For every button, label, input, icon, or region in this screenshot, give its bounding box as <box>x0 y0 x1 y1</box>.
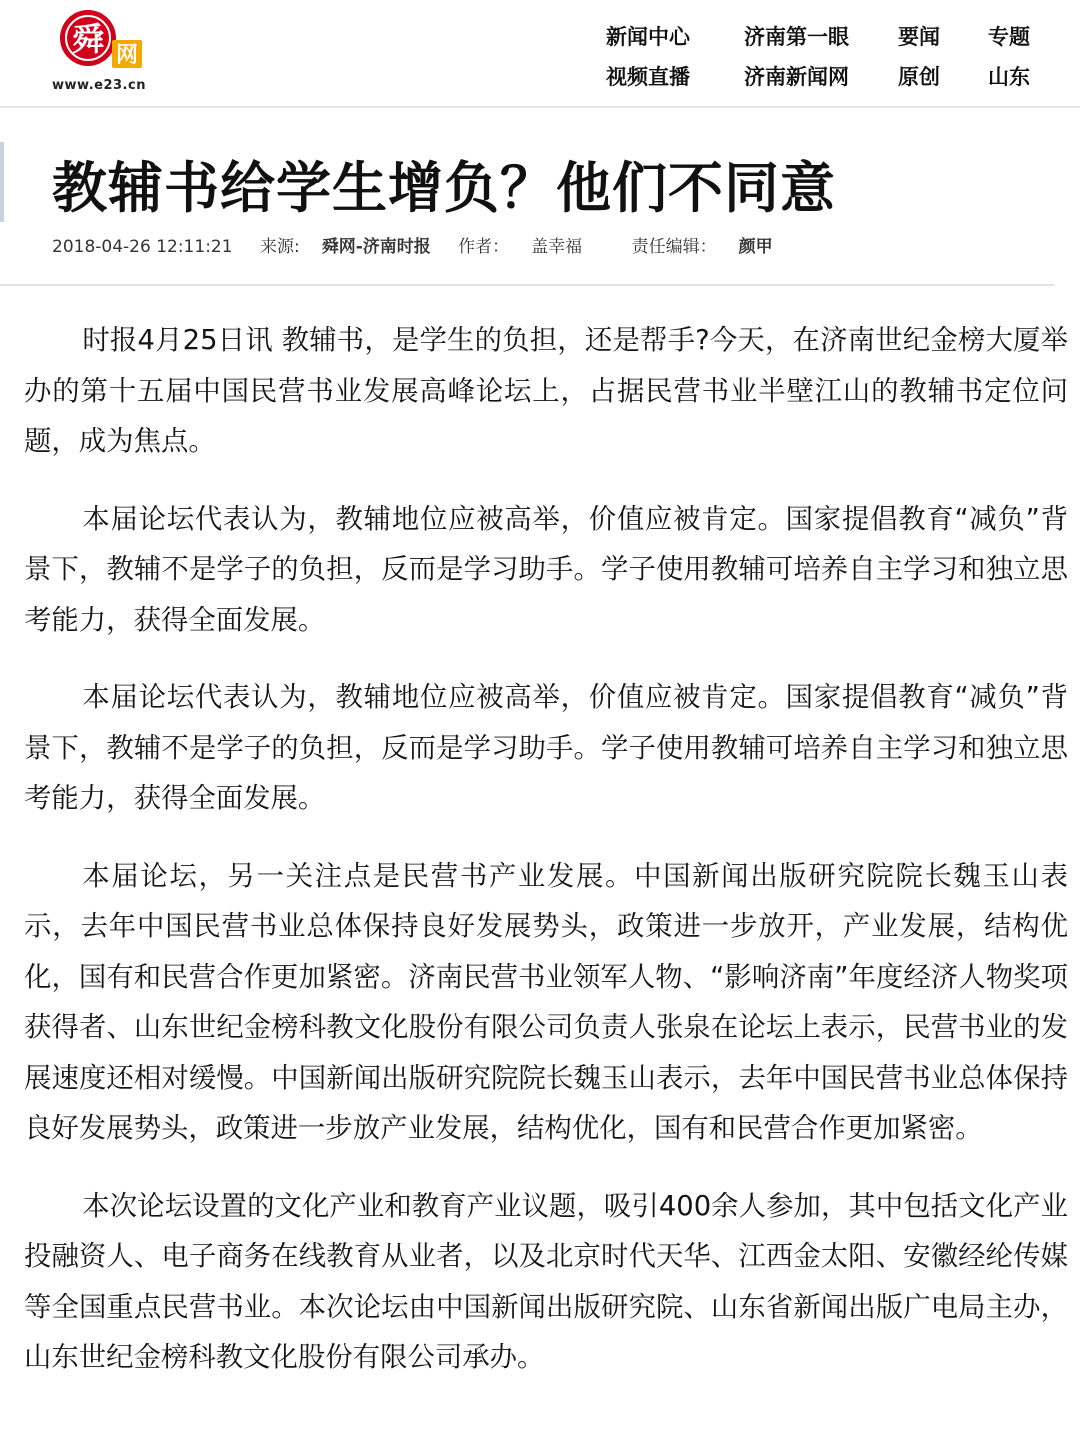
nav-item-topics[interactable]: 专题 <box>988 25 1030 49</box>
author-name: 盖幸福 <box>531 237 583 257</box>
nav-item-news-center[interactable]: 新闻中心 <box>606 25 690 49</box>
nav-row-1 <box>606 16 1056 56</box>
article-title: 教辅书给学生增负？他们不同意 <box>52 156 837 220</box>
nav-item-jinan-first-look[interactable]: 济南第一眼 <box>744 25 849 49</box>
source-name[interactable]: 舜网-济南时报 <box>321 237 431 257</box>
source-label: 来源: <box>259 237 300 257</box>
nav-item-shandong[interactable]: 山东 <box>988 65 1030 89</box>
author <box>458 237 604 257</box>
nav-item-jinan-news[interactable]: 济南新闻网 <box>744 65 849 89</box>
title-accent-bar <box>0 142 4 222</box>
nav-item-headlines[interactable]: 要闻 <box>898 25 940 49</box>
logo-url: www.e23.cn <box>52 78 146 93</box>
nav-item-original[interactable]: 原创 <box>898 65 940 89</box>
site-header <box>0 0 1080 108</box>
article-paragraph-5: 本次论坛设置的文化产业和教育产业议题，吸引400余人参加，其中包括文化产业投融资人、电子商务在线教育从业者，以及北京时代天华、江西金太阳、安徽经纶传媒等全国重点民营书业。本次论坛由中国新闻出版研究院、山东省新闻出版广电局主办，山东世纪金榜科教文化股份有限公司承办。 <box>24 1190 1068 1373</box>
article-meta <box>52 232 795 257</box>
publish-datetime: 2018-04-26 12:11:21 <box>52 237 233 257</box>
article-body <box>24 316 1068 1384</box>
article-header <box>0 108 1080 284</box>
source <box>260 237 431 257</box>
nav-item-live-video[interactable]: 视频直播 <box>606 65 690 89</box>
nav-row-2 <box>606 56 1056 96</box>
author-label: 作者： <box>458 237 510 257</box>
editor <box>632 237 773 257</box>
svg-text:舜: 舜 <box>71 20 105 58</box>
header-divider <box>0 284 1054 286</box>
site-logo[interactable] <box>48 4 158 96</box>
logo-emblem-icon <box>48 4 158 80</box>
editor-name: 颜甲 <box>738 237 773 257</box>
article-paragraph-4: 本届论坛，另一关注点是民营书产业发展。中国新闻出版研究院院长魏玉山表示，去年中国民营书业总体保持良好发展势头，政策进一步放开，产业发展，结构优化，国有和民营合作更加紧密。济南民营书业领军人物、“影响济南”年度经济人物奖项获得者、山东世纪金榜科教文化股份有限公司负责人张泉在论坛上表示，民营书业的发展速度还相对缓慢。中国新闻出版研究院院长魏玉山表示，去年中国民营书业总体保持良好发展势头，政策进一步放产业发展，结构优化，国有和民营合作更加紧密。 <box>24 860 1068 1144</box>
editor-label: 责任编辑： <box>631 237 717 257</box>
svg-text:网: 网 <box>115 42 139 68</box>
top-nav <box>606 16 1056 96</box>
article-paragraph-1: 时报4月25日讯 教辅书，是学生的负担，还是帮手?今天，在济南世纪金榜大厦举办的第十五届中国民营书业发展高峰论坛上，占据民营书业半壁江山的教辅书定位问题，成为焦点。 <box>24 325 1068 457</box>
article-paragraph-2: 本届论坛代表认为，教辅地位应被高举，价值应被肯定。国家提倡教育“减负”背景下，教辅不是学子的负担，反而是学习助手。学子使用教辅可培养自主学习和独立思考能力，获得全面发展。 <box>24 503 1068 636</box>
article-paragraph-3: 本届论坛代表认为，教辅地位应被高举，价值应被肯定。国家提倡教育“减负”背景下，教辅不是学子的负担，反而是学习助手。学子使用教辅可培养自主学习和独立思考能力，获得全面发展。 <box>24 682 1068 814</box>
